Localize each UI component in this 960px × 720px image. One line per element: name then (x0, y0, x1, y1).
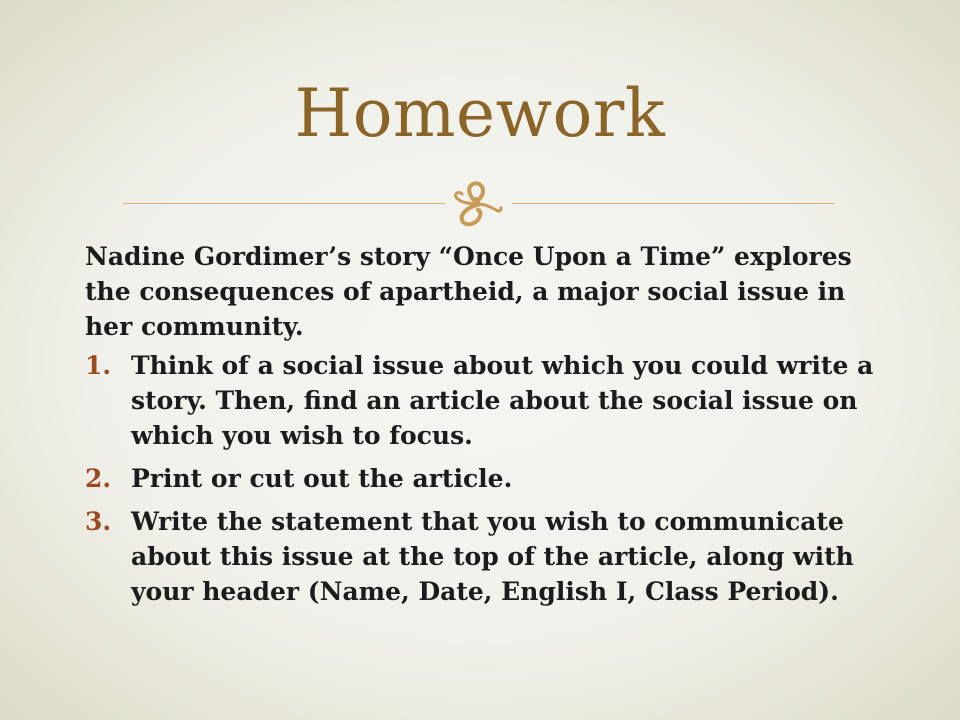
title-divider-left (123, 203, 445, 204)
list-item-number: 2. (85, 464, 112, 493)
list-item-text: Write the statement that you wish to communicate about this issue at the top of the article, along with your header (Name, Date, English I, Class Period). (131, 507, 854, 606)
body-content (85, 239, 885, 617)
intro-paragraph: Nadine Gordimer’s story “Once Upon a Time” explores the consequences of apartheid, a major social issue in her community. (85, 242, 852, 341)
title-divider-right (512, 203, 835, 204)
list-item (85, 461, 885, 496)
fleuron-icon (451, 180, 507, 228)
list-item-number: 1. (85, 351, 112, 380)
homework-task-list (85, 348, 885, 609)
slide-title: Homework (294, 75, 666, 152)
list-item (85, 504, 885, 609)
list-item-text: Think of a social issue about which you could write a story. Then, find an article about the social issue on which you wish to focus. (131, 351, 874, 450)
list-item-number: 3. (85, 507, 112, 536)
list-item (85, 348, 885, 453)
list-item-text: Print or cut out the article. (131, 464, 513, 493)
